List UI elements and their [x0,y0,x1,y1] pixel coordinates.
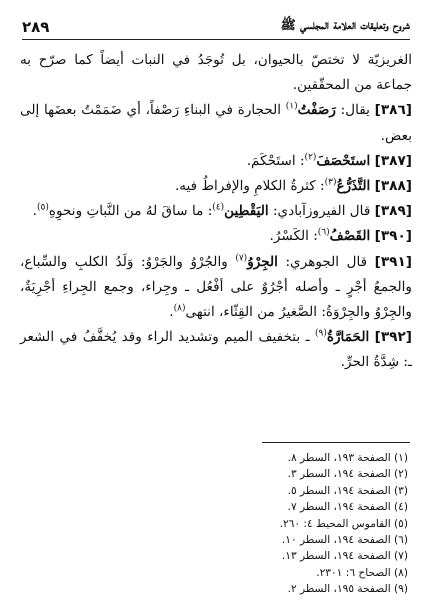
entry-number: [٣٨٨] [374,178,412,195]
entry-paragraph [20,224,412,249]
footnote: (٦) الصفحة ١٩٤، السطر ١٠. [281,534,408,547]
footnote-ref: (٨) [173,303,186,314]
entry-number: [٣٨٩] [374,203,412,220]
footnote-ref: (٤) [212,202,225,213]
entry-text: : استَحْكَمَ. [246,152,305,169]
footnotes [22,450,408,598]
entry-headword: التَّذَرُّعُ [336,178,371,195]
entry-intro: قال الجوهري: [277,253,368,270]
entry-text: الحجارة في البناءِ رَصْفاً، أي ضَمَمْتُ بعضَها إلى بعض. [20,102,412,144]
entry-intro: يقال: [335,102,370,119]
entry-paragraph [20,250,412,326]
footnote-separator [262,442,410,443]
entry-headword: الحَمَارَّةُ [326,329,370,346]
footnote: (٩) الصفحة ١٩٥، السطر ٢. [287,583,408,596]
footnote-ref: (٧) [235,253,248,264]
running-title: شروح وتعليقات العلامة المجلسي ﷺ [280,17,410,32]
footnote: (٤) الصفحة ١٩٤، السطر ٧. [287,501,408,514]
footnote: (٧) الصفحة ١٩٤، السطر ١٣. [281,550,408,563]
footnote: (٢) الصفحة ١٩٤، السطر ٣. [287,468,408,481]
entry-number: [٣٨٦] [374,102,412,119]
entry-text: والجُرْوُ والجَرْوُ: وَلَدُ الكلبِ والسِّباع، والجمعُ أجْرٍ ـ وأصله أجْرُوٌ على أفْعُل ـ وجِراء، وجمع الجِراءِ أجْرِيَةٌ، والجِرْوُ والجِرْوَةُ: الصَّغيرُ من القِثّاء، انتهى [20,253,412,321]
running-header [22,14,410,40]
entry-text: : كثرةُ الكلامِ والإفراطُ فيه. [174,178,325,195]
entry-intro: قال الفيروزآبادي: [268,203,371,220]
entry-number: [٣٩١] [374,253,412,270]
footnote: (٣) الصفحة ١٩٤، السطر ٥. [287,484,408,497]
entry-number: [٣٩٢] [374,329,412,346]
page-number: ٢٨٩ [22,18,50,36]
entry-paragraph [20,199,412,224]
entry-paragraph [20,325,412,375]
entry-headword: اليَقْطِين [224,203,269,220]
entry-headword: رَصَفْتُ [297,102,336,119]
main-text [20,48,412,376]
entry-paragraph [20,174,412,199]
footnote: (١) الصفحة ١٩٣، السطر ٨. [287,452,408,464]
entry-headword: القَصْفُ [329,228,371,245]
footnote-ref: (٥) [37,202,49,213]
entry-number: [٣٩٠] [374,228,412,245]
footnote-ref: (٢) [304,152,317,163]
footnote-ref: (٣) [324,177,337,188]
entry-text: : ما ساقَ لهُ من النَّباتِ ونحوِهِ [48,203,213,220]
entry-number: [٣٨٧] [374,152,412,169]
entry-paragraph [20,98,412,148]
footnote: (٨) الصحاح ٦: ٢٣٠١. [316,566,408,579]
entry-text: . [169,304,174,321]
footnote-ref: (٩) [314,328,327,339]
entry-paragraph [20,149,412,174]
entry-text: : الكَسْرُ. [269,228,318,245]
entry-headword: الجِرْوُ [247,253,278,270]
intro-paragraph: الغريزيّة لا تختصّ بالحيوان، بل تُوجَدُ في النبات أيضاً كما صرّح به جماعة من المحقّقين. [20,52,412,94]
entry-text: ـ بتخفيف الميم وتشديد الراء وقد يُخفَّفُ في الشعر ـ: شِدَّةُ الحرِّ. [20,329,412,371]
footnote: (٥) القاموس المحيط ٤: ٢٦٠. [279,517,408,530]
entry-text: . [32,203,37,220]
footnote-ref: (٦) [317,227,330,238]
entry-headword: استَحْصَفَ [316,152,371,169]
footnote-ref: (١) [285,101,298,112]
